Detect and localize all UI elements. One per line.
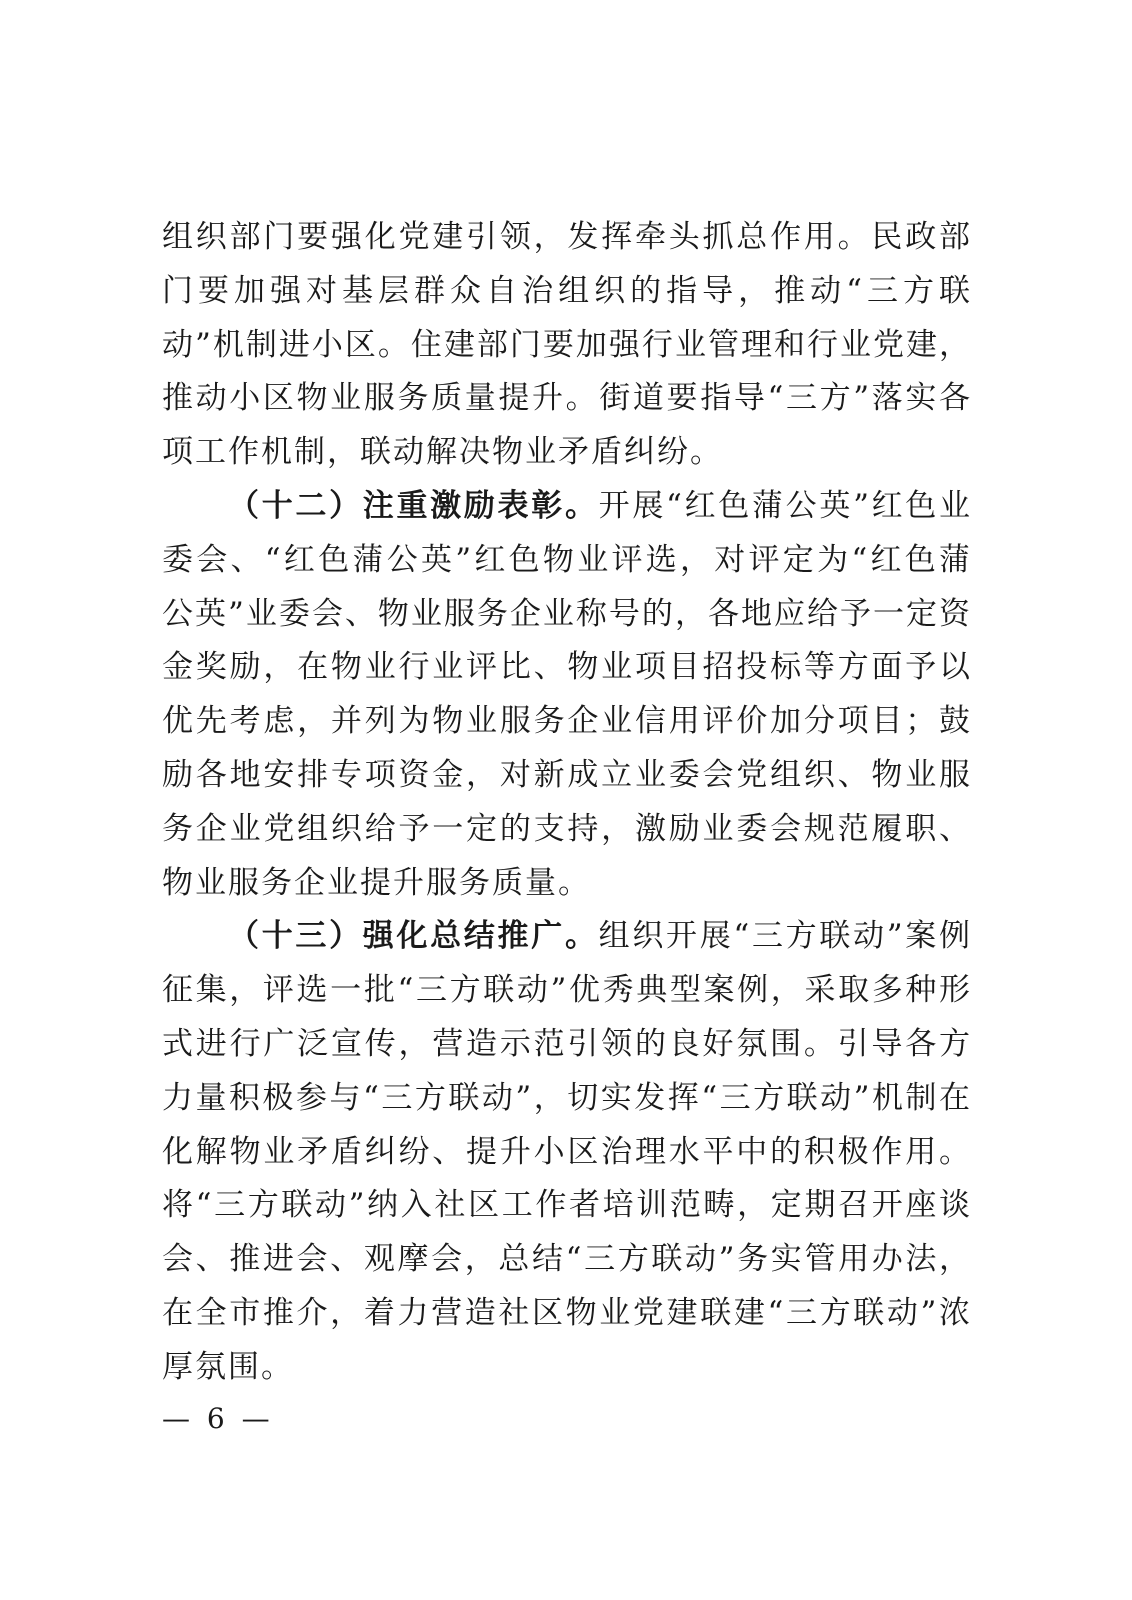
paragraph-intro (162, 211, 972, 480)
page-number: — 6 — (162, 1402, 274, 1435)
paragraph-summary (162, 910, 972, 1394)
paragraph-incentive (162, 480, 972, 910)
paragraph-summary-text: 组织开展“三方联动”案例征集，评选一批“三方联动”优秀典型案例，采取多种形式进行广泛宣传，营造示范引领的良好氛围。引导各方力量积极参与“三方联动”，切实发挥“三方联动”机制在化解物业矛盾纠纷、提升小区治理水平中的积极作用。将“三方联动”纳入社区工作者培训范畴，定期召开座谈会、推进会、观摩会，总结“三方联动”务实管用办法，在全市推介，着力营造社区物业党建联建“三方联动”浓厚氛围。 (162, 918, 972, 1385)
paragraph-intro-text: 组织部门要强化党建引领，发挥牵头抓总作用。民政部门要加强对基层群众自治组织的指导，推动“三方联动”机制进小区。住建部门要加强行业管理和行业党建，推动小区物业服务质量提升。街道要指导“三方”落实各项工作机制，联动解决物业矛盾纠纷。 (162, 219, 972, 471)
section-heading-12: （十二）注重激励表彰。 (228, 487, 599, 524)
paragraph-incentive-text: 开展“红色蒲公英”红色业委会、“红色蒲公英”红色物业评选，对评定为“红色蒲公英”业委会、物业服务企业称号的，各地应给予一定资金奖励，在物业行业评比、物业项目招投标等方面予以优先考虑，并列为物业服务企业信用评价加分项目；鼓励各地安排专项资金，对新成立业委会党组织、物业服务企业党组织给予一定的支持，激励业委会规范履职、物业服务企业提升服务质量。 (162, 487, 972, 901)
document-body (162, 211, 972, 1395)
section-heading-13: （十三）强化总结推广。 (228, 918, 599, 955)
